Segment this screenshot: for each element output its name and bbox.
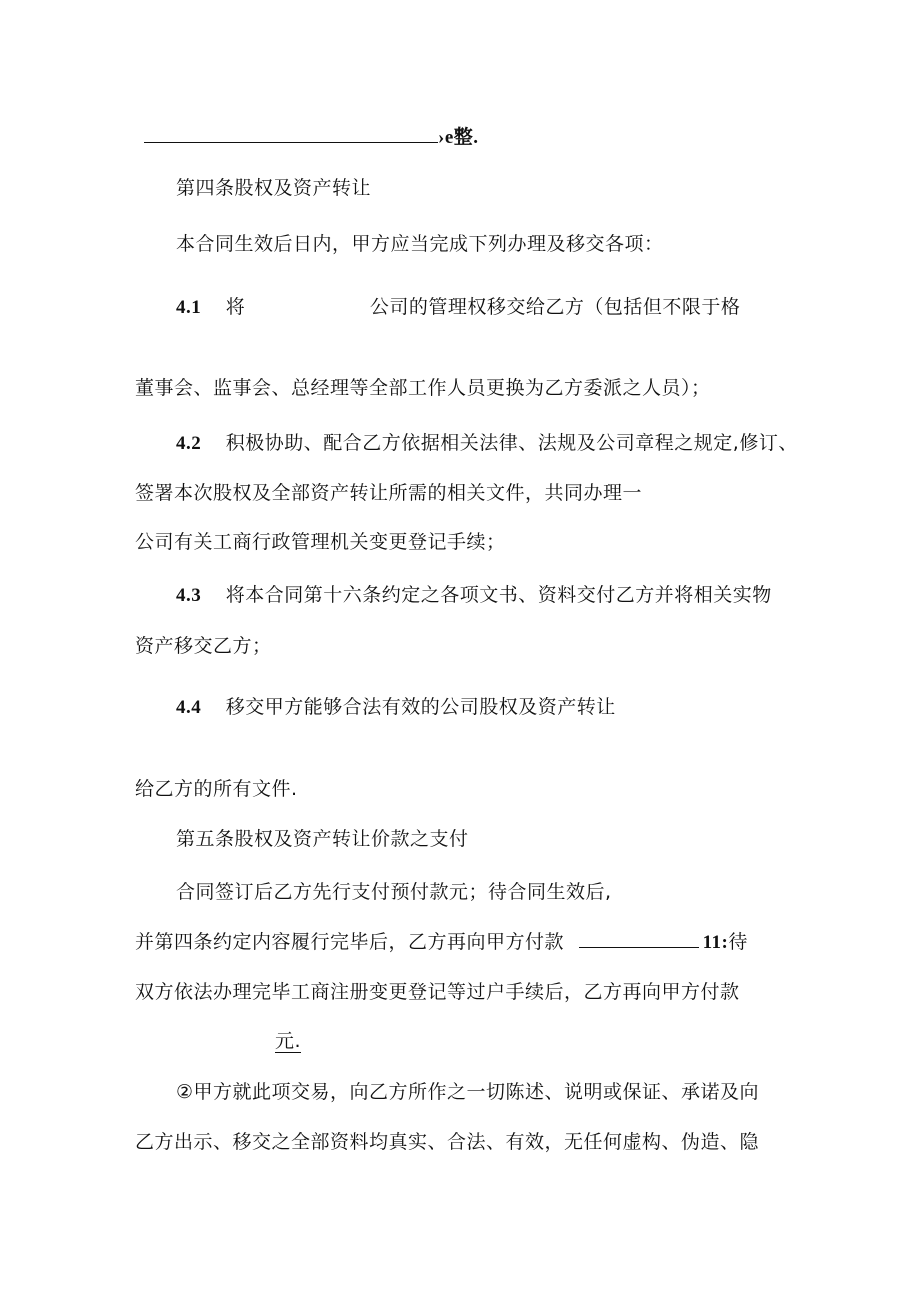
item-number: 4.4 [176,697,202,718]
item-4-2-cont2: 公司有关工商行政管理机关变更登记手续； [135,531,506,553]
p2-post: 待 [728,931,748,953]
item-number: 4.2 [176,433,202,454]
item-4-4-cont: 给乙方的所有文件. [135,778,298,800]
item-4-3 [176,582,772,609]
article5-p2 [135,929,748,956]
article5-p4 [275,1028,301,1054]
line-blank-amount [144,124,479,151]
item-number: 4.1 [176,297,202,318]
item-4-3-cont: 资产移交乙方； [135,635,272,657]
item-text: 公司的管理权移交给乙方（包括但不限于格 [369,296,741,318]
p2-number: 11: [702,932,729,953]
amount-unit: 元. [275,1030,302,1052]
article5-p3: 双方依法办理完毕工商注册变更登记等过户手续后，乙方再向甲方付款 [135,981,740,1003]
item-4-1 [176,294,740,321]
article5-title: 第五条股权及资产转让价款之支付 [176,828,469,850]
item-text: 移交甲方能够合法有效的公司股权及资产转让 [225,696,616,718]
item-4-4 [176,694,616,721]
blank-field [144,124,438,143]
article4-intro: 本合同生效后日内，甲方应当完成下列办理及移交各项： [176,233,664,255]
article5-p1: 合同签订后乙方先行支付预付款元；待合同生效后, [176,881,612,903]
item-4-2-cont1: 签署本次股权及全部资产转让所需的相关文件，共同办理一 [135,482,643,504]
item-4-1-cont: 董事会、监事会、总经理等全部工作人员更换为乙方委派之人员）； [135,377,711,399]
item-number: 4.3 [176,585,202,606]
item-4-2 [176,430,798,457]
p2-text: 并第四条约定内容履行完毕后，乙方再向甲方付款 [135,931,565,953]
clause2-p2: 乙方出示、移交之全部资料均真实、合法、有效，无任何虚构、伪造、隐 [135,1131,760,1153]
blank-field [579,929,699,948]
item-text: 将本合同第十六条约定之各项文书、资料交付乙方并将相关实物 [225,584,772,606]
item-text: 积极协助、配合乙方依据相关法律、法规及公司章程之规定,修订、 [225,432,798,454]
clause2-p1: ②甲方就此项交易，向乙方所作之一切陈述、说明或保证、承诺及向 [176,1081,760,1103]
amount-suffix: ›e整. [438,127,479,148]
article4-title: 第四条股权及资产转让 [176,177,372,199]
item-pre: 将 [225,296,246,318]
